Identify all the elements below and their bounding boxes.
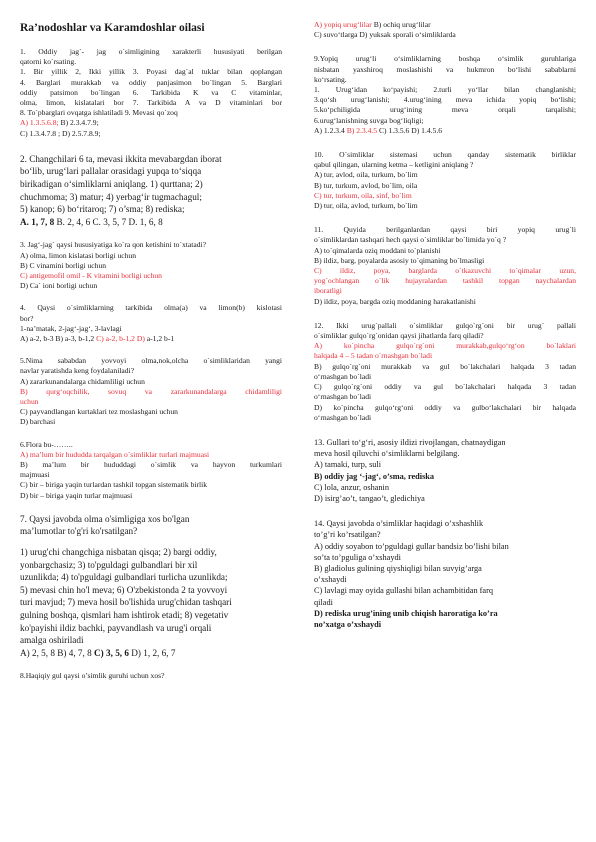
spacer — [20, 538, 282, 546]
answer-option-b-cont: majmuasi — [20, 470, 50, 480]
answer-option-a: A) yopiq urug‘lilar — [314, 20, 372, 29]
answer-option-a: A. 1, 7, 8 — [20, 216, 55, 227]
question-7-options-row — [20, 647, 282, 660]
question-10 — [314, 150, 576, 211]
answer-option-b: B) tur, turkum, avlod, bo`lim, oila — [314, 180, 418, 190]
question-7-body-line: gulning boshqa, qismlari ham ishtirok etadi; 8) vegetativ — [20, 610, 229, 621]
question-9-line: 6.urug‘lanishning suvga bog‘liqligi; — [314, 115, 424, 125]
question-7-body-line: 1) urug'chi changchiga nisbatan qisqa; 2) bargi oddiy, — [20, 547, 217, 558]
answer-option-d-cont: no’xatga o’xshaydi — [314, 619, 382, 629]
answer-option-c-cont: o‘rnashgan bo`ladi — [314, 392, 372, 402]
answer-option-b: B) ma’lum bir hududdagi o`simlik va hayvon turkumlari — [20, 460, 282, 470]
question-4 — [20, 303, 282, 344]
answer-option-d: D) 1, 2, 6, 7 — [128, 647, 176, 658]
answer-option-c-cont: iboratligi — [314, 286, 342, 296]
question-2-line: birikadigan o‘simliklarni aniqlang. 1) qurttana; 2) — [20, 179, 203, 190]
question-2-line: 5) kanop; 6) bo‘ritaroq; 7) o’sma; 8) rediska; — [20, 204, 185, 215]
answer-option-b: B) oddiy jag ‘-jag‘, o’sma, rediska — [314, 471, 435, 481]
answer-option-b-cont: uchun — [20, 397, 39, 407]
question-3 — [20, 240, 282, 291]
answer-option-a: A) tur, avlod, oila, turkum, bo`lim — [314, 170, 418, 180]
question-7-body-line: turi mavjud; 7) meva hosil bo'lishida urug'chidan tashqari — [20, 597, 232, 608]
question-8-start — [20, 671, 282, 681]
question-2-line: bo‘lib, urug‘lari pallalar orasidagi yupqa to‘siqqa — [20, 166, 202, 177]
answer-option-b: B) 2.3.4.7.9; — [60, 118, 99, 128]
question-9-line: 9.Yopiq urug‘li o‘simliklarning boshqa o‘simlik guruhlariga — [314, 54, 576, 64]
question-1-line: 1. Bir yillik 2, Ikki yillik 3. Poyasi dag`al tuklar bilan qoplangan — [20, 67, 282, 77]
question-1-line: qatorni ko`rsating. — [20, 57, 77, 67]
answer-option-d: D) ko`pincha gulqo‘rg‘oni oddiy va gulbo‘lakchalari bir halqada — [314, 402, 576, 412]
answer-options-cd: C) 1.3.4.7.8 ; D) 2.5.7.8.9; — [20, 128, 101, 138]
question-12 — [314, 321, 576, 423]
question-1-line: 1. Oddiy jag`- jag o`simligining xarakterli hususiyati berilgan — [20, 47, 282, 56]
answer-options-ab: A) a-2, b-3 B) a-3, b-1,2 — [20, 334, 97, 344]
answer-option-d: D) rediska urug’ining unib chiqish haroratiga ko’ra — [314, 608, 498, 618]
question-5-line: navlar yaratishda keng foydalaniladi? — [20, 366, 135, 376]
answer-option-a: A) 1.3.5.6.8; — [20, 118, 59, 128]
question-9-line: nisbatan yaxshiroq moslashishi va hukmron bo‘lishi sabablarni — [314, 64, 576, 74]
question-8-text: 8.Haqiqiy gul qaysi o’simlik guruhi uchun xos? — [20, 671, 165, 681]
answer-option-b: B) qurg‘oqchilik, sovuq va zararkunandalarga chidamliligi — [20, 386, 282, 396]
question-1-line: 8. To`pbarglari ovqatga ishlatiladi 9. Mevasi qo`zoq — [20, 108, 178, 118]
question-10-line: qabul qilingan, ularning ketma – ketligini aniqlang ? — [314, 160, 474, 170]
answer-option-d: a-1,2 b-1 — [144, 334, 175, 344]
question-6-text: 6.Flora bu-…….. — [20, 439, 73, 449]
page-title: Ra’nodoshlar va Karamdoshlar oilasi — [20, 22, 205, 34]
question-7-line: 7. Qaysi javobda olma o'simligiga xos bo'lgan — [20, 513, 190, 524]
question-1-line: oddiy patsimon bo`lingan 6. Tarkibida K va C vitaminlar, — [20, 87, 282, 97]
question-7-body-line: amalga oshiriladi — [20, 635, 84, 646]
question-3-text: 3. Jag‘-jag` qaysi hususiyatiga ko`ra qon ketishini to`xtatadi? — [20, 240, 207, 250]
question-1 — [20, 47, 282, 139]
question-2-line: chuchmoma; 3) matur; 4) yerbag‘ir tugmachagul; — [20, 191, 202, 202]
answer-option-b: B) 2.3.4.5 — [346, 125, 378, 135]
answer-option-c: C) lola, anzur, oshanin — [314, 482, 390, 492]
question-12-line: o`simliklar gulqo`rg`onidan qaysi jihatlarda farq qiladi? — [314, 331, 484, 341]
question-14 — [314, 518, 576, 630]
question-4-options-row — [20, 334, 282, 344]
question-13 — [314, 437, 576, 504]
question-4-line: 4. Qaysi o`simliklarning tarkibida olma(a) va limon(b) kislotasi — [20, 303, 282, 313]
answer-option-a: A) zararkunandalarga chidamliligi uchun — [20, 376, 145, 386]
answer-option-c: C) payvandlangan kurtaklari tez moslashgani uchun — [20, 407, 178, 417]
answer-option-a-cont: so’ta to’pguliga o’xshaydi — [314, 552, 401, 562]
answer-option-c: C) 3, 5, 6 — [94, 647, 129, 658]
question-5 — [20, 356, 282, 427]
question-7-body-line: uzunlikda; 4) to'pguldagi gulbandlari turlicha uzunlikda; — [20, 572, 228, 583]
answer-option-b: B) C vinamini borligi uchun — [20, 260, 107, 270]
question-5-line: 5.Nima sababdan yovvoyi olma,nok,olcha o`simliklaridan yangi — [20, 356, 282, 366]
answer-option-a: A) to`qimalarda oziq moddani to`planishi — [314, 245, 441, 255]
question-6 — [20, 440, 282, 501]
question-2 — [20, 153, 282, 229]
right-column — [314, 20, 576, 640]
answer-option-a: A) ko`pincha gulqo`rg`oni murakkab,gulqo‘rg‘on bo`laklari — [314, 341, 576, 351]
answer-option-b: B) ochiq urug‘lilar — [371, 20, 431, 29]
answer-option-c: C) bir – biriga yaqin turlardan tashkil topgan sistematik birlik — [20, 480, 208, 490]
answer-option-b: B) gulqo`rg`oni murakkab va gul bo`lakchalari halqada 3 tadan — [314, 361, 576, 371]
question-7-body-line: ko'payishi ildiz bachki, payvandlash va urug'i orqali — [20, 622, 212, 633]
answer-option-a: A) oddiy soyabon to’pguldagi gullar bandsiz bo’lishi bilan — [314, 541, 509, 551]
answer-option-b: B) ildiz, barg, poyalarda asosiy to`qimaning bo`lmasligi — [314, 255, 485, 265]
answer-option-d: D) barchasi — [20, 417, 56, 427]
question-9-options-row — [314, 126, 576, 136]
question-1-options-row — [20, 118, 282, 128]
question-11-line: o`simliklardan tashqari hech qaysi o`simliklar bo`limida yo`q ? — [314, 235, 507, 245]
answer-option-c: C) lavlagi may oyida gullashi bilan achambitidan farq — [314, 586, 494, 596]
question-2-options-row — [20, 216, 282, 229]
question-9-line: 1. Urug‘idan ko‘payishi; 2.turli yo‘llar bilan changlanishi; — [314, 85, 576, 95]
question-7 — [20, 513, 282, 660]
question-14-line: to’g’ri ko’rsatilgan? — [314, 530, 381, 540]
answer-option-d: D) isirg’ao’t, tangao’t, gledichiya — [314, 493, 425, 503]
question-11-line: 11. Quyida berilganlardan qaysi biri yopiq urug`li — [314, 225, 576, 235]
answer-option-d-cont: o‘rnashgan bo`ladi — [314, 412, 372, 422]
question-1-line: olma, limon, kislatalari bor 7. Tarkibida A va D vitaminlari bor — [20, 98, 282, 108]
answer-option-c-cont: yog`ochlangan o`lik hujayralardan tashkil topgan naychalardan — [314, 276, 576, 286]
question-8-options — [314, 20, 576, 40]
question-10-line: 10. O`simliklar sistemasi uchun qanday sistematik birliklar — [314, 150, 576, 160]
question-8-options-row — [314, 20, 576, 30]
answer-option-a-cont: halqada 4 – 5 tadan o`rnashgan bo`ladi — [314, 351, 433, 361]
question-9-line: 5.ko‘pchiligida urug‘ining meva orqali tarqalishi; — [314, 105, 576, 115]
question-11 — [314, 225, 576, 307]
answer-option-c: C) antigemofil omil - K vitamini borligi uchun — [20, 271, 162, 280]
answer-option-d: D) Ca` ioni borligi uchun — [20, 281, 98, 291]
question-9-line: ko‘rsating. — [314, 74, 347, 84]
question-7-body-line: yonbargchasiz; 3) to'pguldagi gulbandlari bir xil — [20, 559, 198, 570]
question-7-body-line: 5) mevasi chin ho'l meva; 6) O'zbekistonda 2 ta yovvoyi — [20, 584, 228, 595]
answer-options-cd: C) 1.3.5.6 D) 1.4.5.6 — [377, 125, 443, 135]
answer-option-c: C) ildiz, poya, barglarda o`tkazuvchi to`qimalar uzun, — [314, 266, 576, 276]
answer-option-b-cont: o’xshaydi — [314, 575, 347, 585]
question-1-line: 4. Barglari murakkab va oddiy panjasimon bo`lingan 5. Barglari — [20, 77, 282, 87]
question-9-line: 3.qo‘sh urug‘lanishi; 4.urug‘ining meva ichida yopiq bo‘lishi; — [314, 95, 576, 105]
answer-option-c-cont: qiladi — [314, 597, 333, 607]
answer-options-cd: C) suvo‘tlarga D) yuksak sporali o‘simliklarda — [314, 30, 456, 40]
answer-option-d: D) tur, oila, avlod, turkum, bo`lim — [314, 201, 418, 211]
question-4-line: 1-na’matak, 2-jag‘-jag‘, 3-lavlagi — [20, 323, 122, 333]
question-2-line: 2. Changchilari 6 ta, mevasi ikkita mevabargdan iborat — [20, 153, 222, 164]
answer-option-c: C) a-2, b-1,2 D) — [96, 334, 145, 344]
answer-options-ab: A) 2, 5, 8 B) 4, 7, 8 — [20, 647, 95, 658]
answer-option-a: A) ma’lum bir hududda tarqalgan o`simliklar turlari majmuasi — [20, 449, 210, 459]
answer-option-a: A) tamaki, turp, suli — [314, 460, 382, 470]
answer-option-b-cont: o‘rnashgan bo`ladi — [314, 371, 372, 381]
question-13-line: meva hosil qiluvchi o‘simliklarni belgilang. — [314, 449, 460, 459]
question-12-line: 12. Ikki urug`pallali o`simliklar gulqo`rg`oni bir urug` pallali — [314, 320, 576, 330]
question-14-line: 14. Qaysi javobda o’simliklar haqidagi o’xshashlik — [314, 519, 484, 529]
question-13-line: 13. Gullari to‘g‘ri, asosiy ildizi rivojlangan, chatnaydigan — [314, 437, 506, 447]
question-4-line: bor? — [20, 313, 34, 323]
answer-option-a: A) olma, limon kislatasi borligi uchun — [20, 250, 137, 260]
answer-option-c: C) tur, turkum, oila, sinf, bo`lim — [314, 190, 412, 200]
question-9 — [314, 54, 576, 136]
answer-option-d: D) bir – biriga yaqin turlar majmuasi — [20, 490, 133, 500]
question-7-line: ma’lumotlar to'g'ri ko'rsatilgan? — [20, 526, 138, 537]
answer-option-a: A) 1.2.3.4 — [314, 125, 347, 135]
answer-option-b: B) gladiolus gulining qiyshiqligi bilan suvyig’arga — [314, 563, 482, 573]
left-column — [20, 22, 282, 692]
answer-option-c: C) gulqo`rg`oni oddiy va gul bo`lakchalari halqada 3 tadan — [314, 382, 576, 392]
answer-options-bcd: B. 2, 4, 6 C. 3, 5, 7 D. 1, 6, 8 — [54, 216, 163, 227]
answer-option-d: D) ildiz, poya, bargda oziq moddaning harakatlanishi — [314, 296, 476, 306]
